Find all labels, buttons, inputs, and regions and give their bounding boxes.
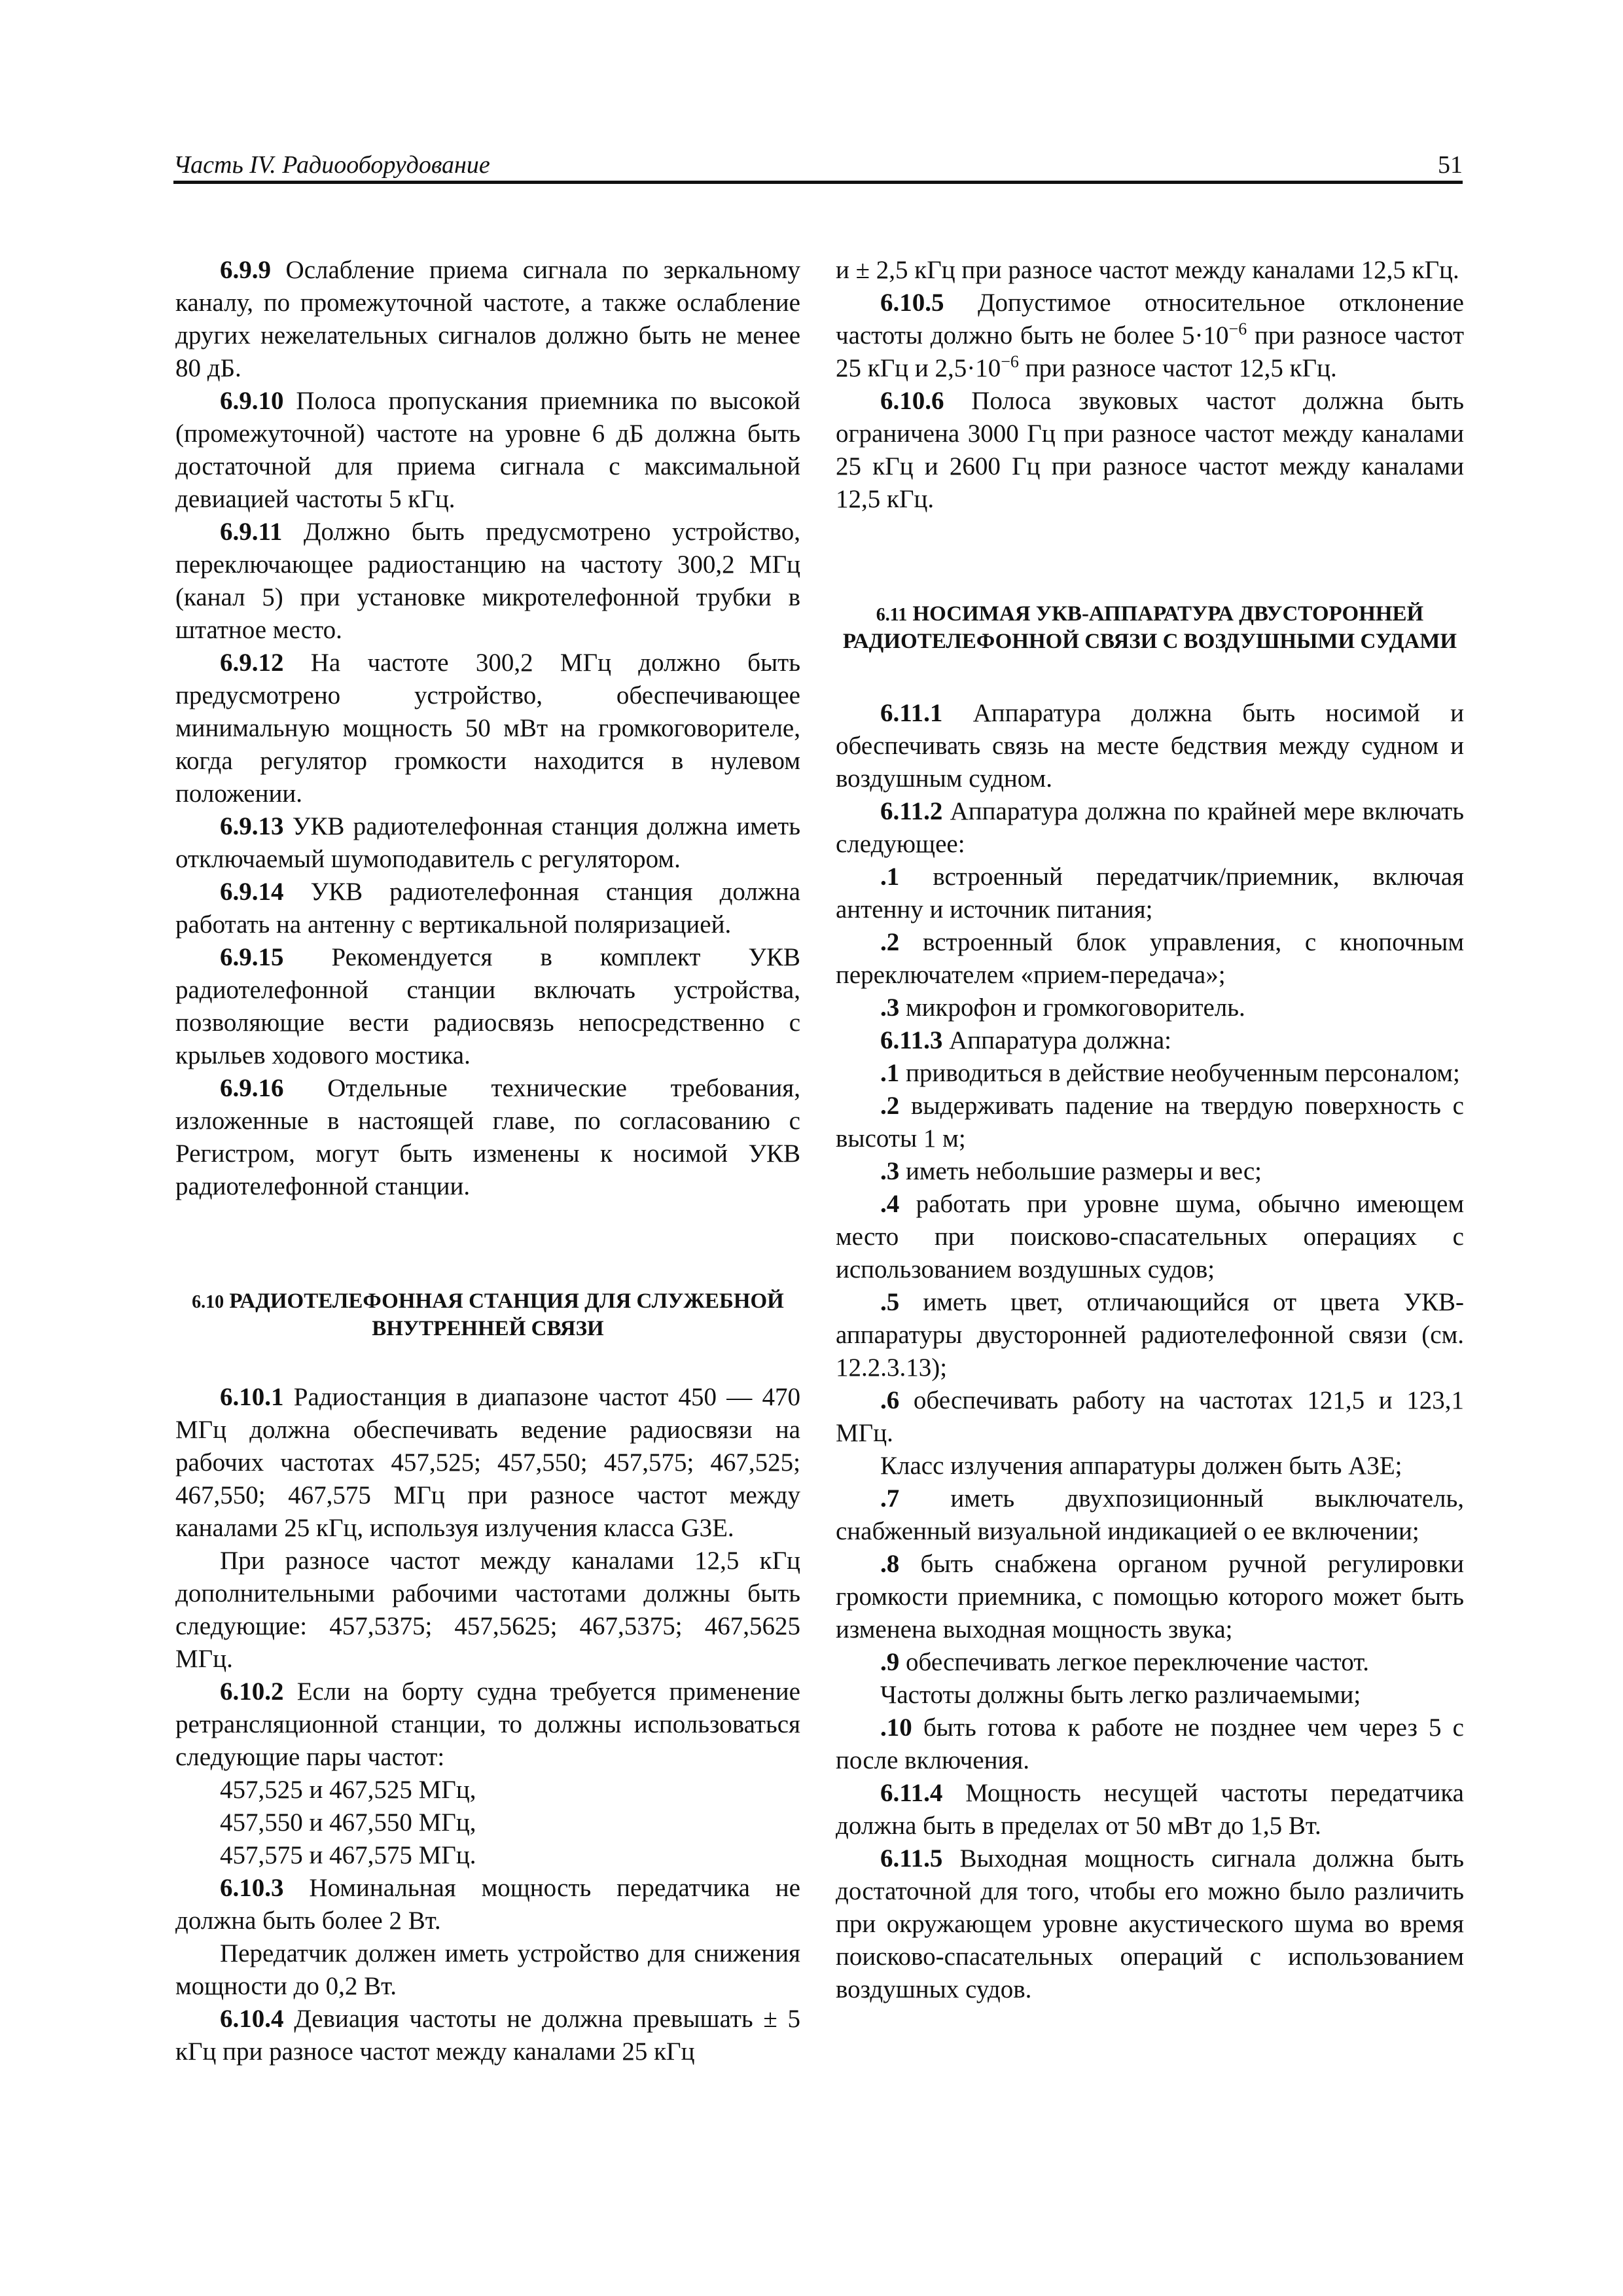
clause-text: Должно быть предусмотрено устройство, переключающее радиостанцию на частоту 300,2 МГц (канал 5) при установке микротелефонной трубки в штатное место.	[175, 518, 800, 644]
paragraph-6-10-4	[175, 2003, 800, 2068]
running-title: Часть IV. Радиооборудование	[173, 151, 490, 179]
paragraph-6-11-4	[836, 1777, 1464, 1842]
item-number: .1	[880, 863, 900, 891]
clause-number: 6.10.2	[220, 1677, 284, 1706]
page-header	[173, 145, 1463, 184]
item-number: .2	[880, 928, 900, 956]
section-title: НОСИМАЯ УКВ-АППАРАТУРА ДВУСТОРОННЕЙ РАДИОТЕЛЕФОННОЙ СВЯЗИ С ВОЗДУШНЫМИ СУДАМИ	[842, 602, 1457, 653]
clause-number: 6.11.4	[880, 1779, 943, 1807]
clause-number: 6.10.1	[220, 1383, 284, 1411]
item-number: .6	[880, 1386, 900, 1414]
clause-text: Полоса пропускания приемника по высокой (промежуточной) частоте на уровне 6 дБ должна быть достаточной для приема сигнала с максимальной девиацией частоты 5 кГц.	[175, 387, 800, 513]
section-number: 6.11	[876, 605, 908, 625]
paragraph-text: Частоты должны быть легко различаемыми;	[880, 1681, 1361, 1709]
item-number: .7	[880, 1484, 900, 1513]
clause-text: Полоса звуковых частот должна быть ограничена 3000 Гц при разносе частот между каналами 25 кГц и 2600 Гц при разносе частот между каналами 12,5 кГц.	[836, 387, 1464, 513]
item-text: встроенный блок управления, с кнопочным переключателем «прием-передача»;	[836, 928, 1464, 989]
list-item	[836, 1188, 1464, 1286]
paragraph-6-10-2	[175, 1676, 800, 1774]
clause-number: 6.9.12	[220, 649, 284, 677]
clause-number: 6.11.5	[880, 1844, 943, 1873]
list-item	[836, 1646, 1464, 1679]
item-number: .2	[880, 1092, 900, 1120]
item-number: .10	[880, 1713, 912, 1742]
paragraph-6-11-3	[836, 1024, 1464, 1057]
exponent: −6	[1228, 319, 1247, 338]
item-number: .8	[880, 1550, 900, 1578]
item-number: .3	[880, 994, 900, 1022]
clause-number: 6.9.13	[220, 812, 284, 840]
frequency-pair: 457,550 и 467,550 МГц,	[220, 1808, 476, 1837]
item-number: .1	[880, 1059, 900, 1087]
exponent: −6	[1001, 352, 1019, 371]
clause-text: УКВ радиотелефонная станция должна иметь отключаемый шумоподавитель с регулятором.	[175, 812, 800, 873]
paragraph-6-10-6	[836, 385, 1464, 516]
paragraph-6-11-2	[836, 795, 1464, 861]
paragraph-6-9-11	[175, 516, 800, 647]
paragraph-text: При разносе частот между каналами 12,5 кГц дополнительными рабочими частотами должны быть следующие: 457,5375; 457,5625; 467,5375; 467,5625 МГц.	[175, 1547, 800, 1673]
section-heading-6-11	[836, 601, 1464, 655]
list-item	[836, 1286, 1464, 1384]
clause-number: 6.9.14	[220, 878, 284, 906]
list-item	[836, 1384, 1464, 1450]
paragraph-6-11-1	[836, 697, 1464, 795]
list-item	[836, 1057, 1464, 1090]
item-text: быть снабжена органом ручной регулировки громкости приемника, с помощью которого может быть изменена выходная мощность звука;	[836, 1550, 1464, 1643]
clause-text: при разносе частот 25 кГц и 2,5·10	[836, 321, 1464, 382]
list-item	[836, 1482, 1464, 1548]
clause-number: 6.10.5	[880, 289, 944, 317]
section-heading-6-10	[175, 1288, 800, 1342]
list-item	[836, 926, 1464, 992]
paragraph-6-9-9	[175, 254, 800, 385]
left-column	[175, 254, 800, 2068]
paragraph-6-9-13	[175, 810, 800, 876]
section-title: РАДИОТЕЛЕФОННАЯ СТАНЦИЯ ДЛЯ СЛУЖЕБНОЙ ВНУТРЕННЕЙ СВЯЗИ	[224, 1289, 784, 1340]
item-text: выдерживать падение на твердую поверхность с высоты 1 м;	[836, 1092, 1464, 1153]
paragraph-6-10-1	[175, 1381, 800, 1545]
paragraph-text: Класс излучения аппаратуры должен быть A3E;	[880, 1452, 1402, 1480]
clause-number: 6.9.9	[220, 256, 271, 284]
clause-number: 6.9.11	[220, 518, 283, 546]
frequency-pair: 457,575 и 467,575 МГц.	[220, 1841, 476, 1869]
item-text: иметь двухпозиционный выключатель, снабженный визуальной индикацией о ее включении;	[836, 1484, 1464, 1545]
clause-text: Ослабление приема сигнала по зеркальному каналу, по промежуточной частоте, а также ослабление других нежелательных сигналов должно быть не менее 80 дБ.	[175, 256, 800, 382]
clause-number: 6.9.15	[220, 943, 284, 971]
clause-number: 6.11.2	[880, 797, 943, 825]
clause-text: Номинальная мощность передатчика не должна быть более 2 Вт.	[175, 1874, 800, 1935]
item-text: быть готова к работе не позднее чем через 5 с после включения.	[836, 1713, 1464, 1774]
clause-number: 6.10.3	[220, 1874, 284, 1902]
list-item	[836, 1548, 1464, 1646]
clause-text: Девиация частоты не должна превышать ± 5 кГц при разносе частот между каналами 25 кГц	[175, 2005, 800, 2066]
item-number: .3	[880, 1157, 900, 1185]
section-number: 6.10	[192, 1292, 224, 1312]
paragraph-6-9-14	[175, 876, 800, 941]
clause-number: 6.10.6	[880, 387, 944, 415]
list-item	[836, 1155, 1464, 1188]
item-number: .5	[880, 1288, 900, 1316]
clause-text: УКВ радиотелефонная станция должна работать на антенну с вертикальной поляризацией.	[175, 878, 800, 939]
clause-number: 6.10.4	[220, 2005, 284, 2033]
clause-text: Если на борту судна требуется применение ретрансляционной станции, то должны использоваться следующие пары частот:	[175, 1677, 800, 1771]
paragraph-6-10-3	[175, 1872, 800, 1937]
clause-number: 6.11.1	[880, 699, 943, 727]
clause-text: На частоте 300,2 МГц должно быть предусмотрено устройство, обеспечивающее минимальную мощность 50 мВт на громкоговорителе, когда регулятор громкости находится в нулевом положении.	[175, 649, 800, 808]
paragraph-6-10-5	[836, 287, 1464, 385]
frequency-pair: 457,525 и 467,525 МГц,	[220, 1776, 476, 1804]
item-text: иметь небольшие размеры и вес;	[899, 1157, 1262, 1185]
clause-text: при разносе частот 12,5 кГц.	[1018, 354, 1337, 382]
list-item	[836, 1712, 1464, 1777]
clause-text: Рекомендуется в комплект УКВ радиотелефонной станции включать устройства, позволяющие вести радиосвязь непосредственно с крыльев ходового мостика.	[175, 943, 800, 1069]
clause-number: 6.9.16	[220, 1074, 284, 1102]
item-text: обеспечивать работу на частотах 121,5 и 123,1 МГц.	[836, 1386, 1464, 1447]
item-text: встроенный передатчик/приемник, включая антенну и источник питания;	[836, 863, 1464, 924]
paragraph-continuation: и ± 2,5 кГц при разносе частот между каналами 12,5 кГц.	[836, 256, 1459, 284]
paragraph-6-11-5	[836, 1842, 1464, 2006]
item-text: приводиться в действие необученным персоналом;	[899, 1059, 1460, 1087]
clause-text: Аппаратура должна:	[942, 1026, 1171, 1054]
paragraph-6-9-16	[175, 1072, 800, 1203]
item-number: .9	[880, 1648, 900, 1676]
item-text: работать при уровне шума, обычно имеющем место при поисково-спасательных операциях с использованием воздушных судов;	[836, 1190, 1464, 1283]
item-text: микрофон и громкоговоритель.	[899, 994, 1245, 1022]
clause-text: Отдельные технические требования, изложенные в настоящей главе, по согласованию с Регистром, могут быть изменены к носимой УКВ радиотелефонной станции.	[175, 1074, 800, 1200]
clause-text: Выходная мощность сигнала должна быть достаточной для того, чтобы его можно было различить при окружающем уровне акустического шума во время поисково-спасательных операций с использованием воздушных судов.	[836, 1844, 1464, 2003]
paragraph-6-9-12	[175, 647, 800, 810]
right-column	[836, 254, 1464, 2006]
list-item	[836, 992, 1464, 1024]
item-text: обеспечивать легкое переключение частот.	[899, 1648, 1370, 1676]
clause-number: 6.9.10	[220, 387, 284, 415]
clause-text: Аппаратура должна по крайней мере включать следующее:	[836, 797, 1464, 858]
clause-number: 6.11.3	[880, 1026, 943, 1054]
clause-text: Аппаратура должна быть носимой и обеспечивать связь на месте бедствия между судном и воздушным судном.	[836, 699, 1464, 793]
item-number: .4	[880, 1190, 900, 1218]
paragraph-6-9-10	[175, 385, 800, 516]
clause-text: Радиостанция в диапазоне частот 450 — 470 МГц должна обеспечивать ведение радиосвязи на рабочих частотах 457,525; 457,550; 457,575; 467,525; 467,550; 467,575 МГц при разносе частот между каналами 25 кГц, используя излучения класса G3E.	[175, 1383, 800, 1542]
clause-text: Допустимое относительное отклонение частоты должно быть не более 5·10	[836, 289, 1464, 350]
paragraph-text: Передатчик должен иметь устройство для снижения мощности до 0,2 Вт.	[175, 1939, 800, 2000]
page-number: 51	[1438, 151, 1463, 179]
clause-text: Мощность несущей частоты передатчика должна быть в пределах от 50 мВт до 1,5 Вт.	[836, 1779, 1464, 1840]
paragraph-6-9-15	[175, 941, 800, 1072]
list-item	[836, 861, 1464, 926]
list-item	[836, 1090, 1464, 1155]
item-text: иметь цвет, отличающийся от цвета УКВ-аппаратуры двусторонней радиотелефонной связи (см. 12.2.3.13);	[836, 1288, 1464, 1382]
